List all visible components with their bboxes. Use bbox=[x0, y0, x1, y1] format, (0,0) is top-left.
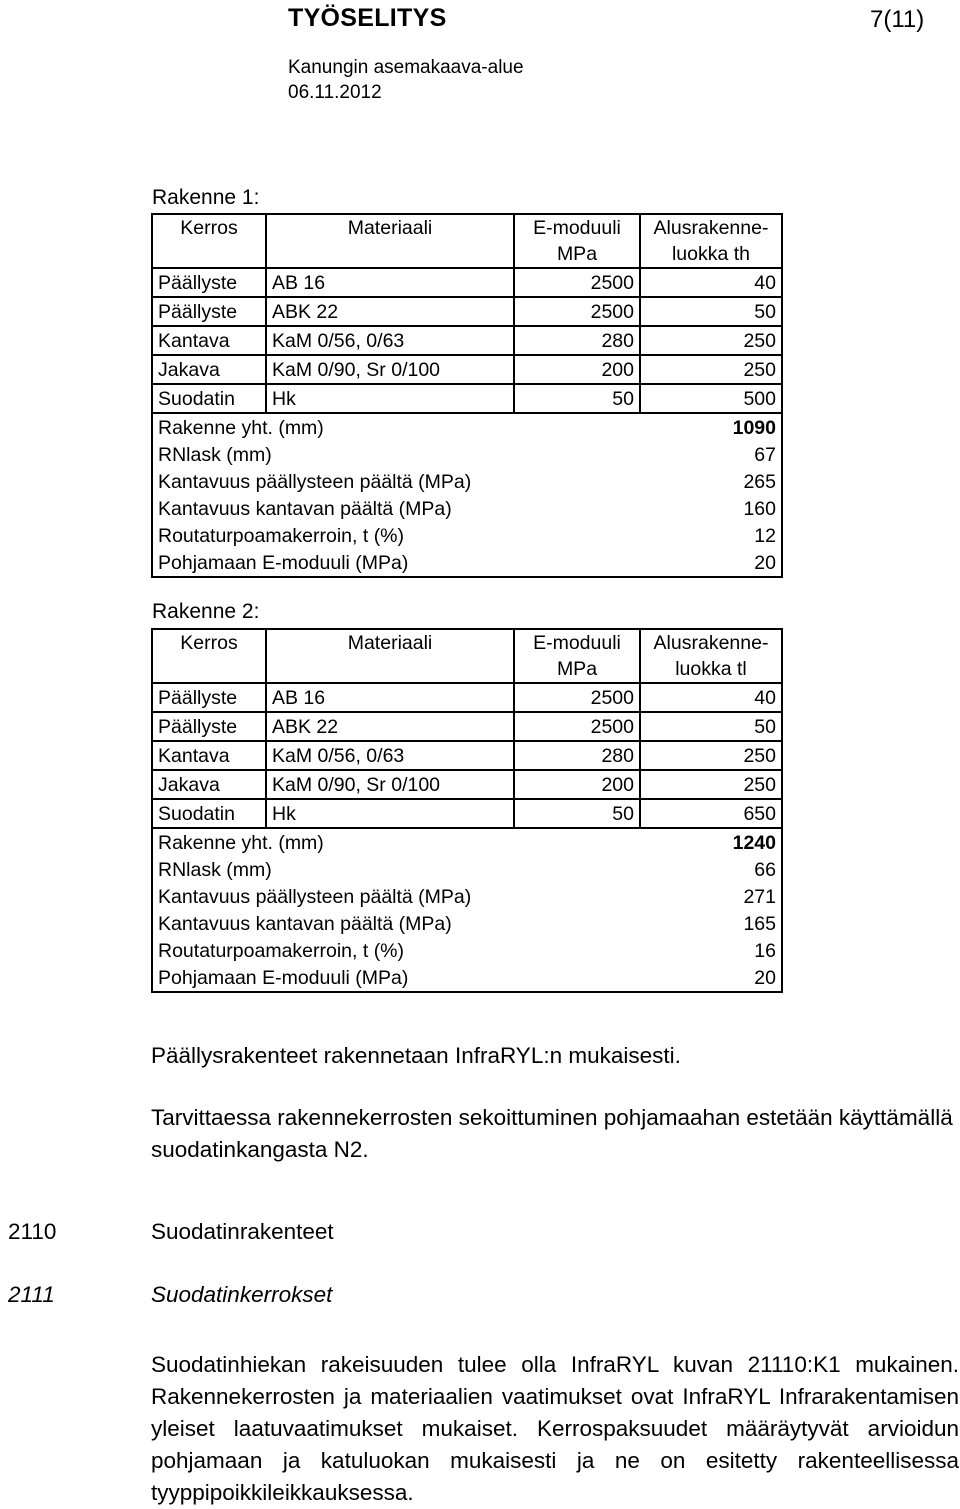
thickness-cell: 250 bbox=[640, 326, 782, 355]
col-header-subgrade-class-2: luokka th bbox=[640, 241, 782, 268]
table-row bbox=[152, 683, 782, 712]
col-header-modulus-unit: MPa bbox=[514, 241, 640, 268]
summary-value: 265 bbox=[640, 468, 782, 495]
col-header-modulus: E-moduuli bbox=[514, 629, 640, 656]
summary-value: 1240 bbox=[640, 828, 782, 856]
thickness-cell: 50 bbox=[640, 712, 782, 741]
summary-row bbox=[152, 964, 782, 992]
layer-cell: Suodatin bbox=[152, 384, 266, 413]
col-header-material: Materiaali bbox=[266, 629, 514, 656]
document-title: TYÖSELITYS bbox=[288, 4, 447, 32]
table-row bbox=[152, 712, 782, 741]
col-header-material: Materiaali bbox=[266, 214, 514, 241]
section-number-2111: 2111 bbox=[8, 1282, 55, 1307]
material-cell: ABK 22 bbox=[266, 712, 514, 741]
layer-cell: Jakava bbox=[152, 770, 266, 799]
table-row bbox=[152, 355, 782, 384]
thickness-cell: 500 bbox=[640, 384, 782, 413]
layer-cell: Kantava bbox=[152, 741, 266, 770]
summary-row bbox=[152, 522, 782, 549]
modulus-cell: 2500 bbox=[514, 297, 640, 326]
material-cell: Hk bbox=[266, 384, 514, 413]
summary-label: Rakenne yht. (mm) bbox=[152, 413, 640, 441]
material-cell: ABK 22 bbox=[266, 297, 514, 326]
structure-1-table bbox=[151, 213, 783, 578]
material-cell: KaM 0/56, 0/63 bbox=[266, 741, 514, 770]
summary-row bbox=[152, 549, 782, 577]
table-row bbox=[152, 297, 782, 326]
section-number-2110: 2110 bbox=[8, 1219, 57, 1244]
table-row bbox=[152, 741, 782, 770]
summary-label: Rakenne yht. (mm) bbox=[152, 828, 640, 856]
material-cell: KaM 0/90, Sr 0/100 bbox=[266, 770, 514, 799]
modulus-cell: 50 bbox=[514, 384, 640, 413]
material-cell: AB 16 bbox=[266, 683, 514, 712]
layer-cell: Päällyste bbox=[152, 683, 266, 712]
summary-value: 165 bbox=[640, 910, 782, 937]
summary-label: RNlask (mm) bbox=[152, 856, 640, 883]
layer-cell: Kantava bbox=[152, 326, 266, 355]
col-header-subgrade-class: Alusrakenne- bbox=[640, 629, 782, 656]
material-cell: KaM 0/56, 0/63 bbox=[266, 326, 514, 355]
table-row bbox=[152, 326, 782, 355]
table-header-row-2 bbox=[152, 241, 782, 268]
summary-label: Pohjamaan E-moduuli (MPa) bbox=[152, 964, 640, 992]
material-cell: KaM 0/90, Sr 0/100 bbox=[266, 355, 514, 384]
structure-2-table bbox=[151, 628, 783, 993]
summary-row bbox=[152, 441, 782, 468]
structure-1-title: Rakenne 1: bbox=[152, 186, 260, 209]
paragraph-filter-sand: Suodatinhiekan rakeisuuden tulee olla InfraRYL kuvan 21110:K1 mukainen. Rakennekerrosten ja materiaalien vaatimukset ovat InfraRYL Infrarakentamisen yleiset laatuvaatimukset mukaiset. Kerrospaksuudet määräytyvät arvioidun pohjamaan ja katuluokan mukaisesti ja ne on esitetty rakenteellisessa tyyppipoikkileikkauksessa. bbox=[151, 1352, 959, 1505]
summary-value: 66 bbox=[640, 856, 782, 883]
summary-label: Kantavuus päällysteen päältä (MPa) bbox=[152, 883, 640, 910]
summary-row-total bbox=[152, 828, 782, 856]
summary-row bbox=[152, 495, 782, 522]
col-header-subgrade-class-2: luokka tl bbox=[640, 656, 782, 683]
modulus-cell: 2500 bbox=[514, 268, 640, 297]
material-cell: AB 16 bbox=[266, 268, 514, 297]
col-header-layer: Kerros bbox=[152, 629, 266, 656]
summary-label: Kantavuus kantavan päältä (MPa) bbox=[152, 495, 640, 522]
summary-label: Routaturpoamakerroin, t (%) bbox=[152, 937, 640, 964]
thickness-cell: 50 bbox=[640, 297, 782, 326]
summary-value: 67 bbox=[640, 441, 782, 468]
table-header-row bbox=[152, 214, 782, 241]
thickness-cell: 40 bbox=[640, 683, 782, 712]
layer-cell: Jakava bbox=[152, 355, 266, 384]
structure-2-title: Rakenne 2: bbox=[152, 600, 260, 623]
modulus-cell: 280 bbox=[514, 326, 640, 355]
col-header-empty bbox=[266, 241, 514, 268]
table-row bbox=[152, 384, 782, 413]
summary-label: Kantavuus kantavan päältä (MPa) bbox=[152, 910, 640, 937]
modulus-cell: 2500 bbox=[514, 712, 640, 741]
summary-label: RNlask (mm) bbox=[152, 441, 640, 468]
thickness-cell: 250 bbox=[640, 741, 782, 770]
col-header-layer: Kerros bbox=[152, 214, 266, 241]
summary-label: Kantavuus päällysteen päältä (MPa) bbox=[152, 468, 640, 495]
col-header-empty bbox=[152, 656, 266, 683]
project-name: Kanungin asemakaava-alue bbox=[288, 57, 524, 78]
modulus-cell: 200 bbox=[514, 355, 640, 384]
summary-value: 20 bbox=[640, 964, 782, 992]
col-header-subgrade-class: Alusrakenne- bbox=[640, 214, 782, 241]
summary-row bbox=[152, 937, 782, 964]
thickness-cell: 250 bbox=[640, 770, 782, 799]
layer-cell: Päällyste bbox=[152, 297, 266, 326]
layer-cell: Päällyste bbox=[152, 712, 266, 741]
modulus-cell: 280 bbox=[514, 741, 640, 770]
table-row bbox=[152, 799, 782, 828]
paragraph-pavement: Päällysrakenteet rakennetaan InfraRYL:n mukaisesti. bbox=[151, 1043, 681, 1068]
summary-value: 160 bbox=[640, 495, 782, 522]
thickness-cell: 250 bbox=[640, 355, 782, 384]
col-header-empty bbox=[266, 656, 514, 683]
modulus-cell: 50 bbox=[514, 799, 640, 828]
table-row bbox=[152, 770, 782, 799]
summary-row bbox=[152, 883, 782, 910]
material-cell: Hk bbox=[266, 799, 514, 828]
modulus-cell: 2500 bbox=[514, 683, 640, 712]
col-header-modulus-unit: MPa bbox=[514, 656, 640, 683]
section-title-2110: Suodatinrakenteet bbox=[151, 1219, 334, 1244]
summary-value: 271 bbox=[640, 883, 782, 910]
col-header-modulus: E-moduuli bbox=[514, 214, 640, 241]
summary-row bbox=[152, 910, 782, 937]
table-row bbox=[152, 268, 782, 297]
table-header-row bbox=[152, 629, 782, 656]
page-number: 7(11) bbox=[870, 6, 925, 33]
summary-value: 1090 bbox=[640, 413, 782, 441]
summary-row-total bbox=[152, 413, 782, 441]
summary-value: 20 bbox=[640, 549, 782, 577]
summary-value: 16 bbox=[640, 937, 782, 964]
summary-label: Routaturpoamakerroin, t (%) bbox=[152, 522, 640, 549]
summary-label: Pohjamaan E-moduuli (MPa) bbox=[152, 549, 640, 577]
table-header-row-2 bbox=[152, 656, 782, 683]
summary-row bbox=[152, 468, 782, 495]
layer-cell: Suodatin bbox=[152, 799, 266, 828]
col-header-empty bbox=[152, 241, 266, 268]
summary-value: 12 bbox=[640, 522, 782, 549]
layer-cell: Päällyste bbox=[152, 268, 266, 297]
paragraph-filter-fabric: Tarvittaessa rakennekerrosten sekoittuminen pohjamaahan estetään käyttämällä suodatinkangasta N2. bbox=[151, 1105, 953, 1162]
modulus-cell: 200 bbox=[514, 770, 640, 799]
section-title-2111: Suodatinkerrokset bbox=[151, 1282, 333, 1307]
thickness-cell: 40 bbox=[640, 268, 782, 297]
thickness-cell: 650 bbox=[640, 799, 782, 828]
document-date: 06.11.2012 bbox=[288, 82, 382, 103]
summary-row bbox=[152, 856, 782, 883]
